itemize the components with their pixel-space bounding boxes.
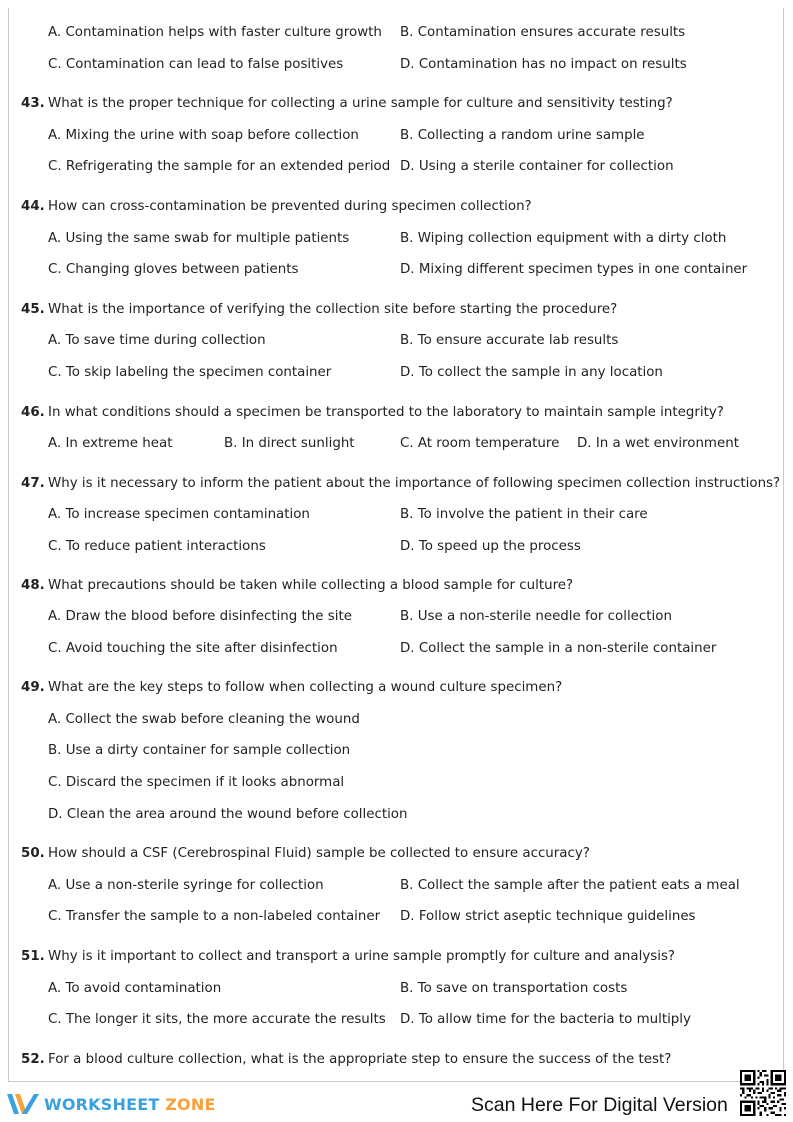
option-b[interactable]: B. To involve the patient in their care [400, 507, 648, 522]
option-a[interactable]: A. To avoid contamination [48, 981, 222, 996]
option-a[interactable]: A. Using the same swab for multiple patients [48, 231, 350, 246]
scan-here-text: Scan Here For Digital Version [471, 1094, 728, 1116]
question-text: How can cross-contamination be prevented during specimen collection? [48, 199, 532, 214]
option-d[interactable]: D. To allow time for the bacteria to multiply [400, 1012, 691, 1027]
option-a[interactable]: A. To increase specimen contamination [48, 507, 310, 522]
option-b[interactable]: B. Collect the sample after the patient eats a meal [400, 878, 740, 893]
option-b[interactable]: B. Wiping collection equipment with a dirty cloth [400, 231, 727, 246]
question-number: 52. [21, 1052, 45, 1067]
option-a[interactable]: A. To save time during collection [48, 333, 266, 348]
option-b[interactable]: B. To ensure accurate lab results [400, 333, 619, 348]
logo-text [44, 1095, 216, 1114]
question-text: For a blood culture collection, what is the appropriate step to ensure the success of the test? [48, 1052, 672, 1067]
question-text: How should a CSF (Cerebrospinal Fluid) sample be collected to ensure accuracy? [48, 846, 590, 861]
option-b[interactable]: B. Contamination ensures accurate results [400, 25, 686, 40]
option-d[interactable]: D. To speed up the process [400, 539, 581, 554]
option-b[interactable]: B. To save on transportation costs [400, 981, 628, 996]
option-a[interactable]: A. Mixing the urine with soap before collection [48, 128, 359, 143]
option-d[interactable]: D. Using a sterile container for collection [400, 159, 674, 174]
question-number: 48. [21, 578, 45, 593]
option-d[interactable]: D. In a wet environment [577, 436, 739, 451]
question-text: What are the key steps to follow when collecting a wound culture specimen? [48, 680, 563, 695]
option-d[interactable]: D. Mixing different specimen types in one container [400, 262, 748, 277]
question-number: 46. [21, 405, 45, 420]
question-text: What precautions should be taken while collecting a blood sample for culture? [48, 578, 574, 593]
question-number: 50. [21, 846, 45, 861]
question-text: Why is it necessary to inform the patient about the importance of following specimen collection instructions? [48, 476, 781, 491]
qr-code-icon[interactable] [740, 1070, 786, 1116]
question-number: 44. [21, 199, 45, 214]
question-number: 45. [21, 302, 45, 317]
option-d[interactable]: D. Clean the area around the wound before collection [48, 807, 408, 822]
worksheetzone-logo-icon [6, 1092, 40, 1116]
question-text: What is the importance of verifying the collection site before starting the procedure? [48, 302, 618, 317]
logo-text-worksheet: WORKSHEET [44, 1094, 160, 1114]
option-a[interactable]: A. Collect the swab before cleaning the wound [48, 712, 360, 727]
option-b[interactable]: B. Use a non-sterile needle for collection [400, 609, 672, 624]
question-number: 49. [21, 680, 45, 695]
question-text: What is the proper technique for collecting a urine sample for culture and sensitivity testing? [48, 96, 673, 111]
option-c[interactable]: C. Avoid touching the site after disinfection [48, 641, 338, 656]
question-number: 51. [21, 949, 45, 964]
option-d[interactable]: D. To collect the sample in any location [400, 365, 663, 380]
option-a[interactable]: A. Use a non-sterile syringe for collection [48, 878, 324, 893]
option-d[interactable]: D. Follow strict aseptic technique guidelines [400, 909, 696, 924]
option-d[interactable]: D. Collect the sample in a non-sterile container [400, 641, 717, 656]
option-d[interactable]: D. Contamination has no impact on results [400, 57, 687, 72]
option-c[interactable]: C. The longer it sits, the more accurate the results [48, 1012, 386, 1027]
option-a[interactable]: A. Draw the blood before disinfecting the site [48, 609, 352, 624]
option-c[interactable]: C. Transfer the sample to a non-labeled container [48, 909, 381, 924]
option-c[interactable]: C. To skip labeling the specimen container [48, 365, 332, 380]
question-number: 43. [21, 96, 45, 111]
question-number: 47. [21, 476, 45, 491]
page-footer [0, 1086, 793, 1122]
question-text: Why is it important to collect and transport a urine sample promptly for culture and analysis? [48, 949, 676, 964]
option-b[interactable]: B. In direct sunlight [224, 436, 355, 451]
option-a[interactable]: A. Contamination helps with faster culture growth [48, 25, 382, 40]
question-text: In what conditions should a specimen be transported to the laboratory to maintain sample integrity? [48, 405, 724, 420]
option-c[interactable]: C. Refrigerating the sample for an extended period [48, 159, 391, 174]
option-c[interactable]: C. At room temperature [400, 436, 560, 451]
option-c[interactable]: C. Changing gloves between patients [48, 262, 299, 277]
option-a[interactable]: A. In extreme heat [48, 436, 173, 451]
option-c[interactable]: C. To reduce patient interactions [48, 539, 266, 554]
option-c[interactable]: C. Discard the specimen if it looks abnormal [48, 775, 345, 790]
option-b[interactable]: B. Use a dirty container for sample collection [48, 743, 351, 758]
option-c[interactable]: C. Contamination can lead to false positives [48, 57, 344, 72]
worksheetzone-logo[interactable] [6, 1092, 216, 1116]
logo-text-zone: ZONE [165, 1094, 216, 1114]
option-b[interactable]: B. Collecting a random urine sample [400, 128, 645, 143]
